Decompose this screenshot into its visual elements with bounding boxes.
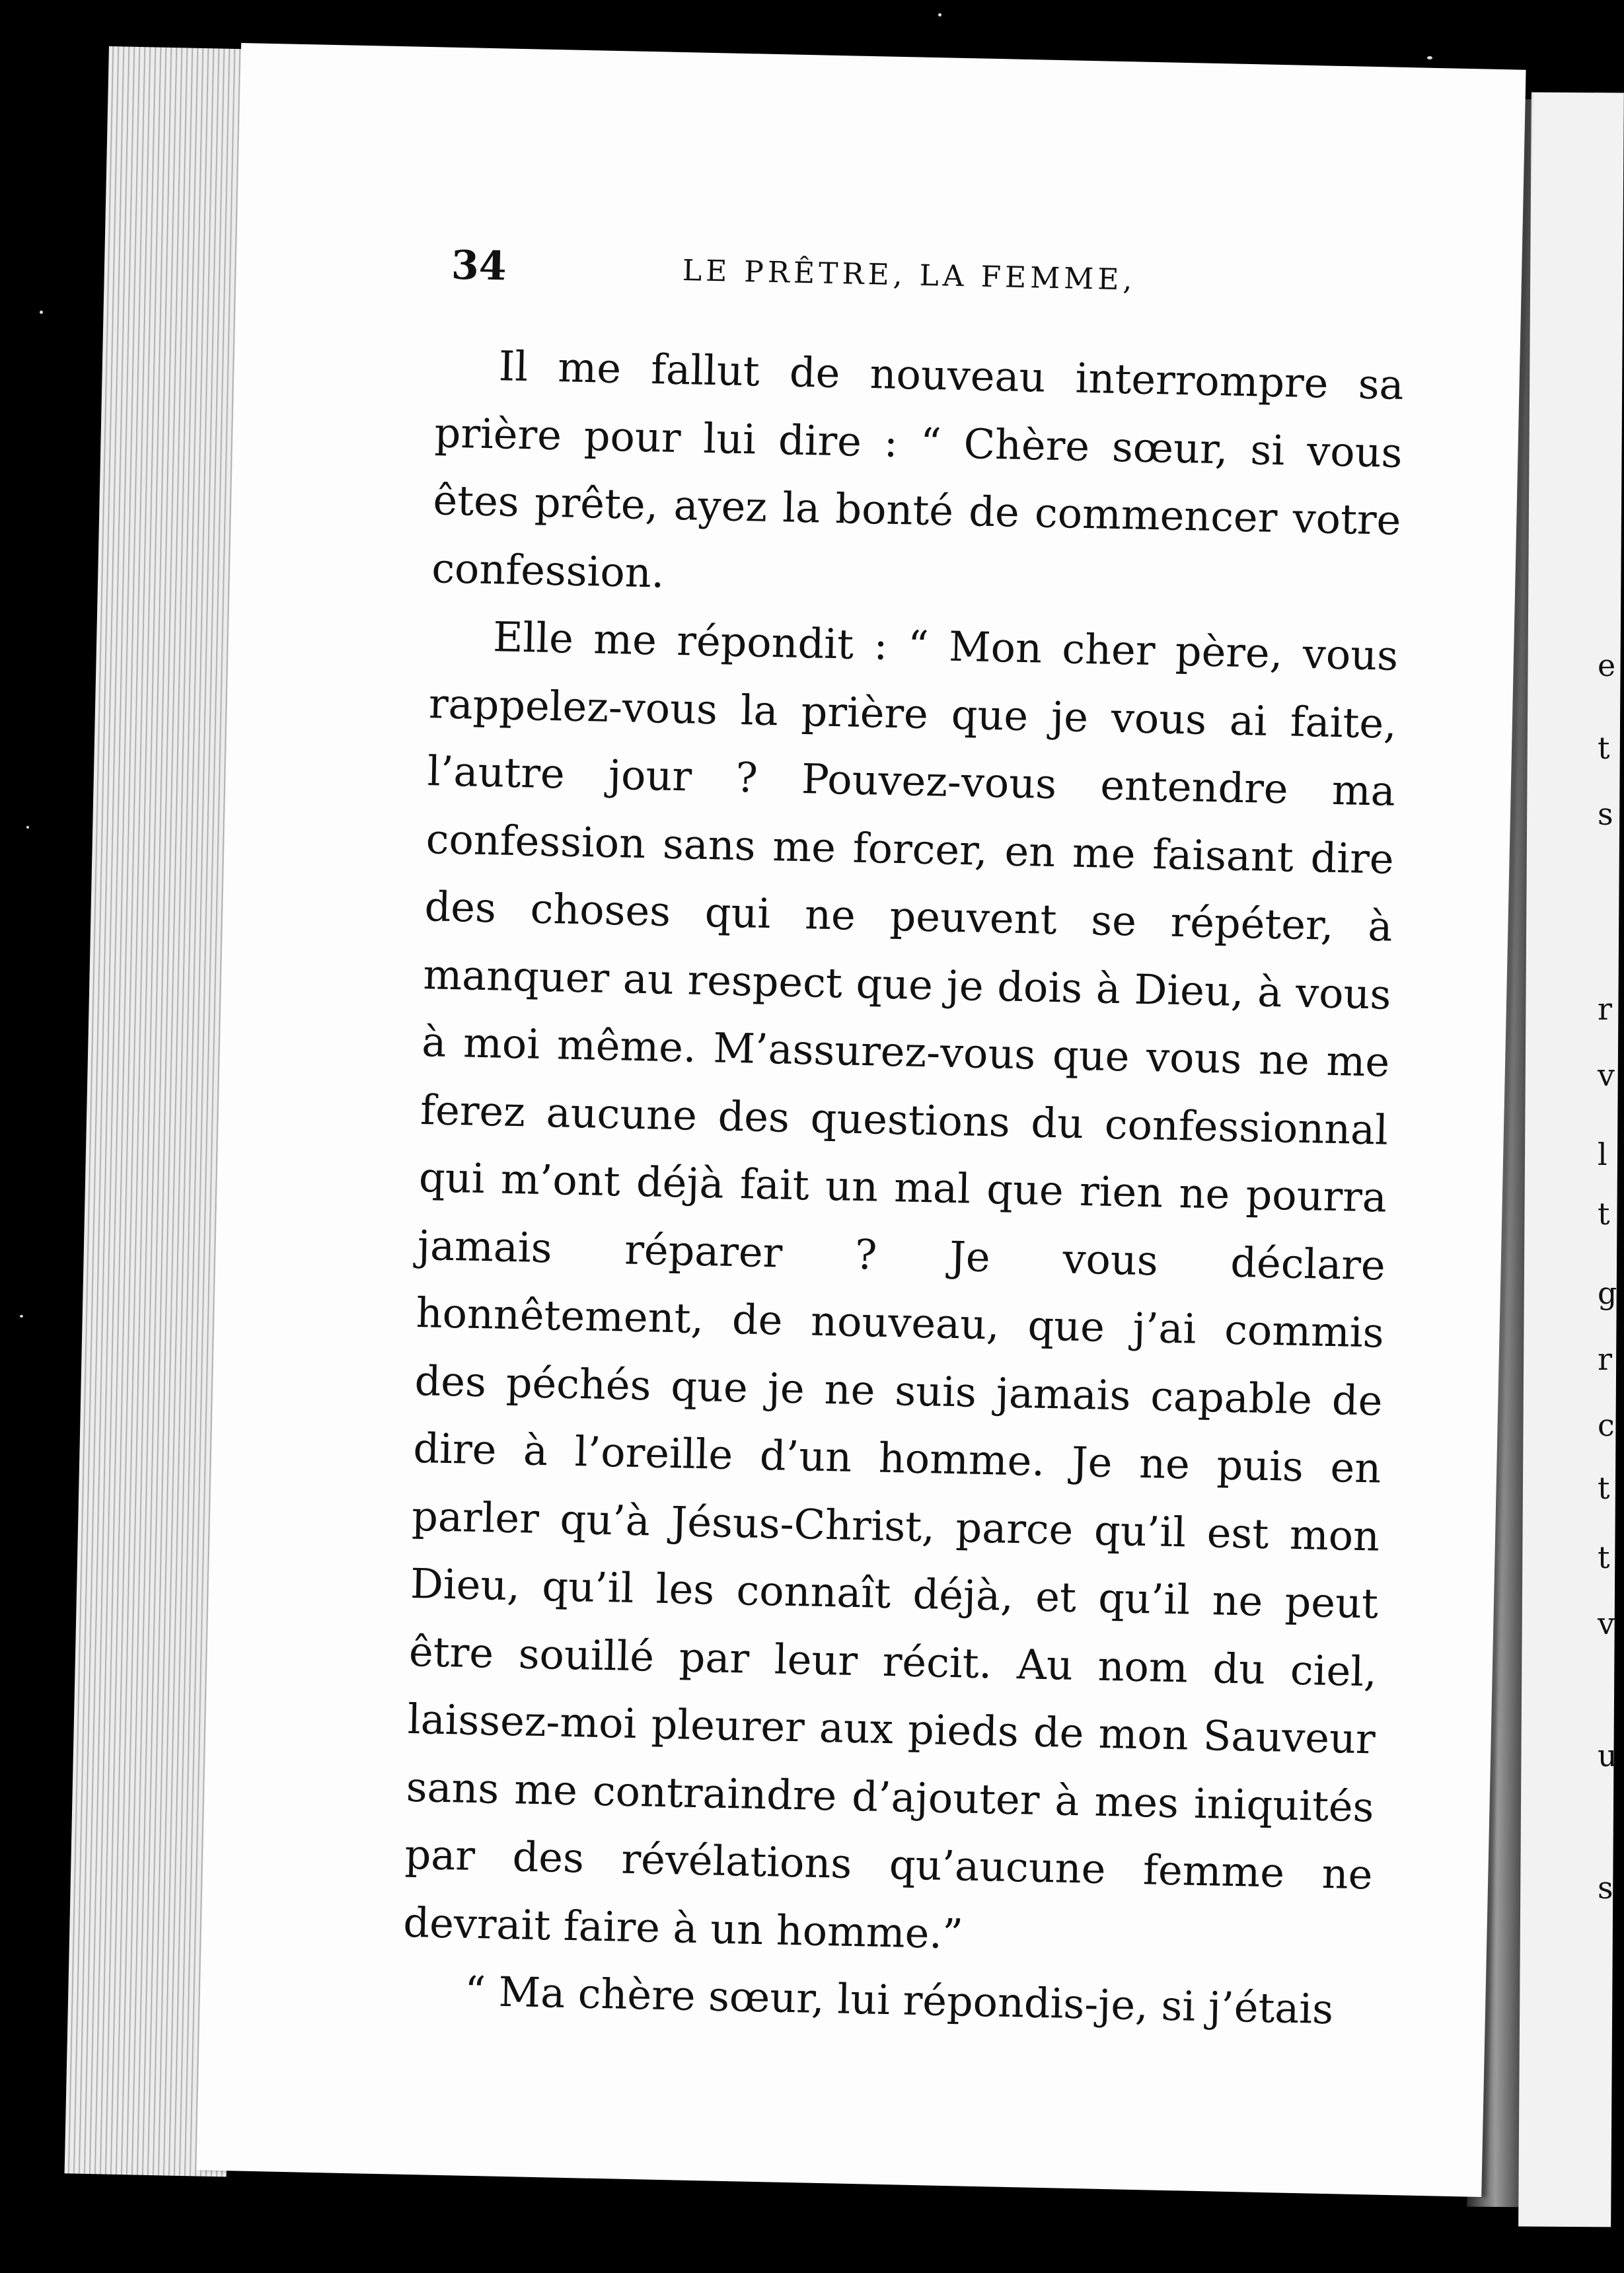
dust-speck [40, 311, 43, 314]
dust-speck [20, 1315, 23, 1318]
facing-letter: v [1598, 1057, 1615, 1093]
facing-letter: s [1598, 796, 1613, 832]
facing-page-text [1598, 0, 1624, 2273]
facing-letter: l [1598, 1136, 1607, 1172]
dust-speck [938, 13, 941, 17]
dust-speck [1427, 56, 1432, 59]
facing-letter: e [1598, 648, 1616, 683]
facing-letter: u [1598, 1738, 1617, 1773]
running-head [451, 242, 1403, 315]
facing-letter: t [1598, 1196, 1610, 1232]
facing-letter: t [1598, 730, 1610, 766]
facing-letter: s [1598, 1870, 1613, 1906]
paragraph: Il me fallut de nouveau interrompre sa prière pour lui dire : “ Chère sœur, si vous êtes prête, ayez la bonté de commencer votre confession. [431, 342, 1405, 597]
page-number: 34 [451, 242, 507, 290]
facing-letter: g [1598, 1275, 1617, 1311]
facing-letter: r [1598, 1341, 1612, 1377]
facing-letter: t [1598, 1470, 1610, 1506]
dust-speck [26, 826, 29, 829]
facing-letter: t [1598, 1540, 1610, 1575]
body-text [401, 331, 1404, 2044]
facing-letter: v [1598, 1606, 1615, 1641]
facing-letter: r [1598, 991, 1612, 1027]
paragraph: “ Ma chère sœur, lui répondis-je, si j’étais [464, 1966, 1334, 2034]
book-page [197, 43, 1526, 2197]
running-title: LE PRÊTRE, LA FEMME, [682, 254, 1136, 297]
facing-letter: c [1598, 1407, 1615, 1443]
paragraph: Elle me répondit : “ Mon cher père, vous rappelez-vous la prière que je vous ai faite, l’autre jour ? Pouvez-vous entendre ma confession sans me forcer, en me faisant dire des choses qui ne peuvent se répéter, à manquer au respect que je dois à Dieu, à vous à moi même. M’assurez-vous que vous ne me ferez aucune des questions du confessionnal qui m’ont déjà fait un mal que rien ne pourra jamais réparer ? Je vous déclare honnêtement, de nouveau, que j’ai commis des péchés que je ne suis jamais capable de dire à l’oreille d’un homme. Je ne puis en parler qu’à Jésus-Christ, parce qu’il est mon Dieu, qu’il les connaît déjà, et qu’il ne peut être souillé par leur récit. Au nom du ciel, laissez-moi pleurer aux pieds de mon Sauveur sans me contraindre d’ajouter à mes iniquités par des révélations qu’aucune femme ne devrait faire à un homme.” [402, 613, 1399, 1958]
